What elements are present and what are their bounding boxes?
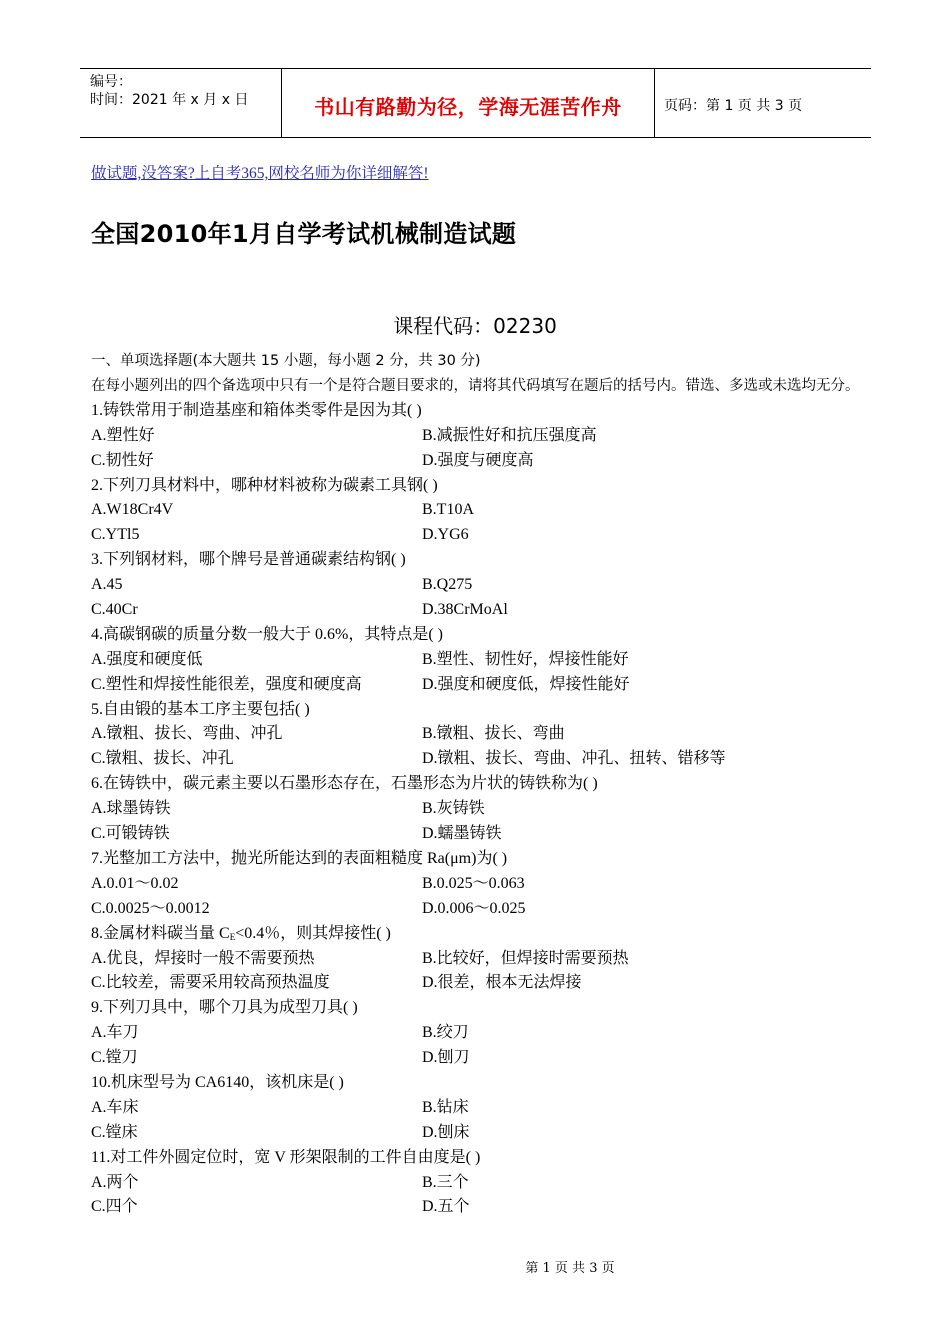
option-c: C.可锻铸铁: [91, 825, 170, 843]
footer-page-number: 第 1 页 共 3 页: [525, 1261, 615, 1276]
number-label: 编号：: [90, 74, 132, 90]
option-c: C.镦粗、拔长、冲孔: [91, 750, 234, 768]
question-8-rest: <0.4％，则其焊接性( ): [235, 924, 391, 942]
section-heading: 一、单项选择题(本大题共 15 小题，每小题 2 分，共 30 分): [91, 353, 481, 369]
option-c: C.塑性和焊接性能很差，强度和硬度高: [91, 675, 362, 693]
option-b: B.塑性、韧性好，焊接性能好: [422, 650, 629, 668]
option-c: C.四个: [91, 1198, 138, 1216]
option-a: A.优良，焊接时一般不需要预热: [91, 949, 315, 967]
question-9: 9.下列刀具中，哪个刀具为成型刀具( ): [91, 999, 358, 1017]
option-b: B.Q275: [422, 576, 473, 594]
option-b: B.减振性好和抗压强度高: [422, 426, 597, 444]
options-row: [91, 1195, 861, 1220]
header-divider: [654, 69, 655, 137]
course-code: 课程代码：02230: [393, 314, 557, 338]
option-d: D.强度和硬度低，焊接性能好: [422, 675, 630, 693]
option-b: B.灰铸铁: [422, 800, 485, 818]
options-row: [91, 673, 861, 698]
option-c: C.YTl5: [91, 526, 140, 544]
options-row: [91, 573, 861, 598]
options-row: [91, 598, 861, 623]
exam-body: [91, 349, 861, 1220]
option-c: C.韧性好: [91, 451, 154, 469]
option-c: C.0.0025～0.0012: [91, 899, 210, 917]
option-d: D.刨刀: [422, 1049, 470, 1067]
option-b: B.0.025～0.063: [422, 874, 525, 892]
date-label: 时间：2021 年 x 月 x 日: [90, 92, 249, 108]
question-8-text: 8.金属材料碳当量 C: [91, 924, 230, 942]
instructions: 在每小题列出的四个备选项中只有一个是符合题目要求的，请将其代码填写在题后的括号内。错选、多选或未选均无分。: [91, 377, 860, 394]
option-c: C.比较差，需要采用较高预热温度: [91, 974, 330, 992]
options-row: [91, 1171, 861, 1196]
options-row: [91, 822, 861, 847]
options-row: [91, 498, 861, 523]
page-footer: [0, 1257, 950, 1276]
option-b: B.镦粗、拔长、弯曲: [422, 725, 565, 743]
option-a: A.车床: [91, 1098, 139, 1116]
question-1: 1.铸铁常用于制造基座和箱体类零件是因为其( ): [91, 401, 422, 419]
question-8: [91, 922, 861, 947]
option-a: A.塑性好: [91, 426, 155, 444]
question-6: 6.在铸铁中，碳元素主要以石墨形态存在，石墨形态为片状的铸铁称为( ): [91, 775, 598, 793]
options-row: [91, 523, 861, 548]
options-row: [91, 1021, 861, 1046]
question-3: 3.下列钢材料，哪个牌号是普通碳素结构钢( ): [91, 551, 406, 569]
page-info: 页码：第 1 页 共 3 页: [664, 98, 803, 114]
question-2: 2.下列刀具材料中，哪种材料被称为碳素工具钢( ): [91, 476, 438, 494]
question-11: 11.对工件外圆定位时，宽 V 形架限制的工件自由度是( ): [91, 1148, 481, 1166]
subscript: E: [229, 931, 236, 942]
option-d: D.刨床: [422, 1123, 470, 1141]
option-d: D.镦粗、拔长、弯曲、冲孔、扭转、错移等: [422, 750, 726, 768]
option-c: C.40Cr: [91, 601, 138, 619]
option-a: A.0.01～0.02: [91, 874, 179, 892]
option-a: A.球墨铸铁: [91, 800, 171, 818]
motto: 书山有路勤为径，学海无涯苦作舟: [314, 95, 622, 119]
question-5: 5.自由锻的基本工序主要包括( ): [91, 700, 310, 718]
options-row: [91, 424, 861, 449]
question-4: 4.高碳钢碳的质量分数一般大于 0.6%，其特点是( ): [91, 625, 443, 643]
option-a: A.两个: [91, 1173, 139, 1191]
options-row: [91, 449, 861, 474]
option-b: B.比较好，但焊接时需要预热: [422, 949, 629, 967]
options-row: [91, 971, 861, 996]
option-b: B.T10A: [422, 501, 474, 519]
option-d: D.强度与硬度高: [422, 451, 534, 469]
options-row: [91, 897, 861, 922]
option-b: B.绞刀: [422, 1024, 469, 1042]
option-d: D.38CrMoAl: [422, 601, 508, 619]
header-table: [80, 68, 871, 138]
options-row: [91, 947, 861, 972]
option-a: A.强度和硬度低: [91, 650, 203, 668]
options-row: [91, 872, 861, 897]
option-d: D.蠕墨铸铁: [422, 825, 502, 843]
option-a: A.车刀: [91, 1024, 139, 1042]
page-title: 全国2010年1月自学考试机械制造试题: [91, 220, 517, 248]
option-d: D.0.006～0.025: [422, 899, 526, 917]
options-row: [91, 648, 861, 673]
header-meta: [90, 73, 248, 109]
option-d: D.YG6: [422, 526, 469, 544]
option-b: B.钻床: [422, 1098, 469, 1116]
option-c: C.镗刀: [91, 1049, 138, 1067]
option-a: A.45: [91, 576, 123, 594]
options-row: [91, 1096, 861, 1121]
option-d: D.很差，根本无法焊接: [422, 974, 582, 992]
options-row: [91, 1046, 861, 1071]
option-b: B.三个: [422, 1173, 469, 1191]
option-a: A.W18Cr4V: [91, 501, 174, 519]
options-row: [91, 722, 861, 747]
question-7: 7.光整加工方法中，抛光所能达到的表面粗糙度 Ra(μm)为( ): [91, 849, 508, 867]
promo-link[interactable]: 做试题,没答案?上自考365,网校名师为你详细解答!: [91, 165, 429, 182]
option-a: A.镦粗、拔长、弯曲、冲孔: [91, 725, 283, 743]
options-row: [91, 797, 861, 822]
option-d: D.五个: [422, 1198, 470, 1216]
option-c: C.镗床: [91, 1123, 138, 1141]
question-10: 10.机床型号为 CA6140，该机床是( ): [91, 1073, 344, 1091]
options-row: [91, 747, 861, 772]
options-row: [91, 1121, 861, 1146]
